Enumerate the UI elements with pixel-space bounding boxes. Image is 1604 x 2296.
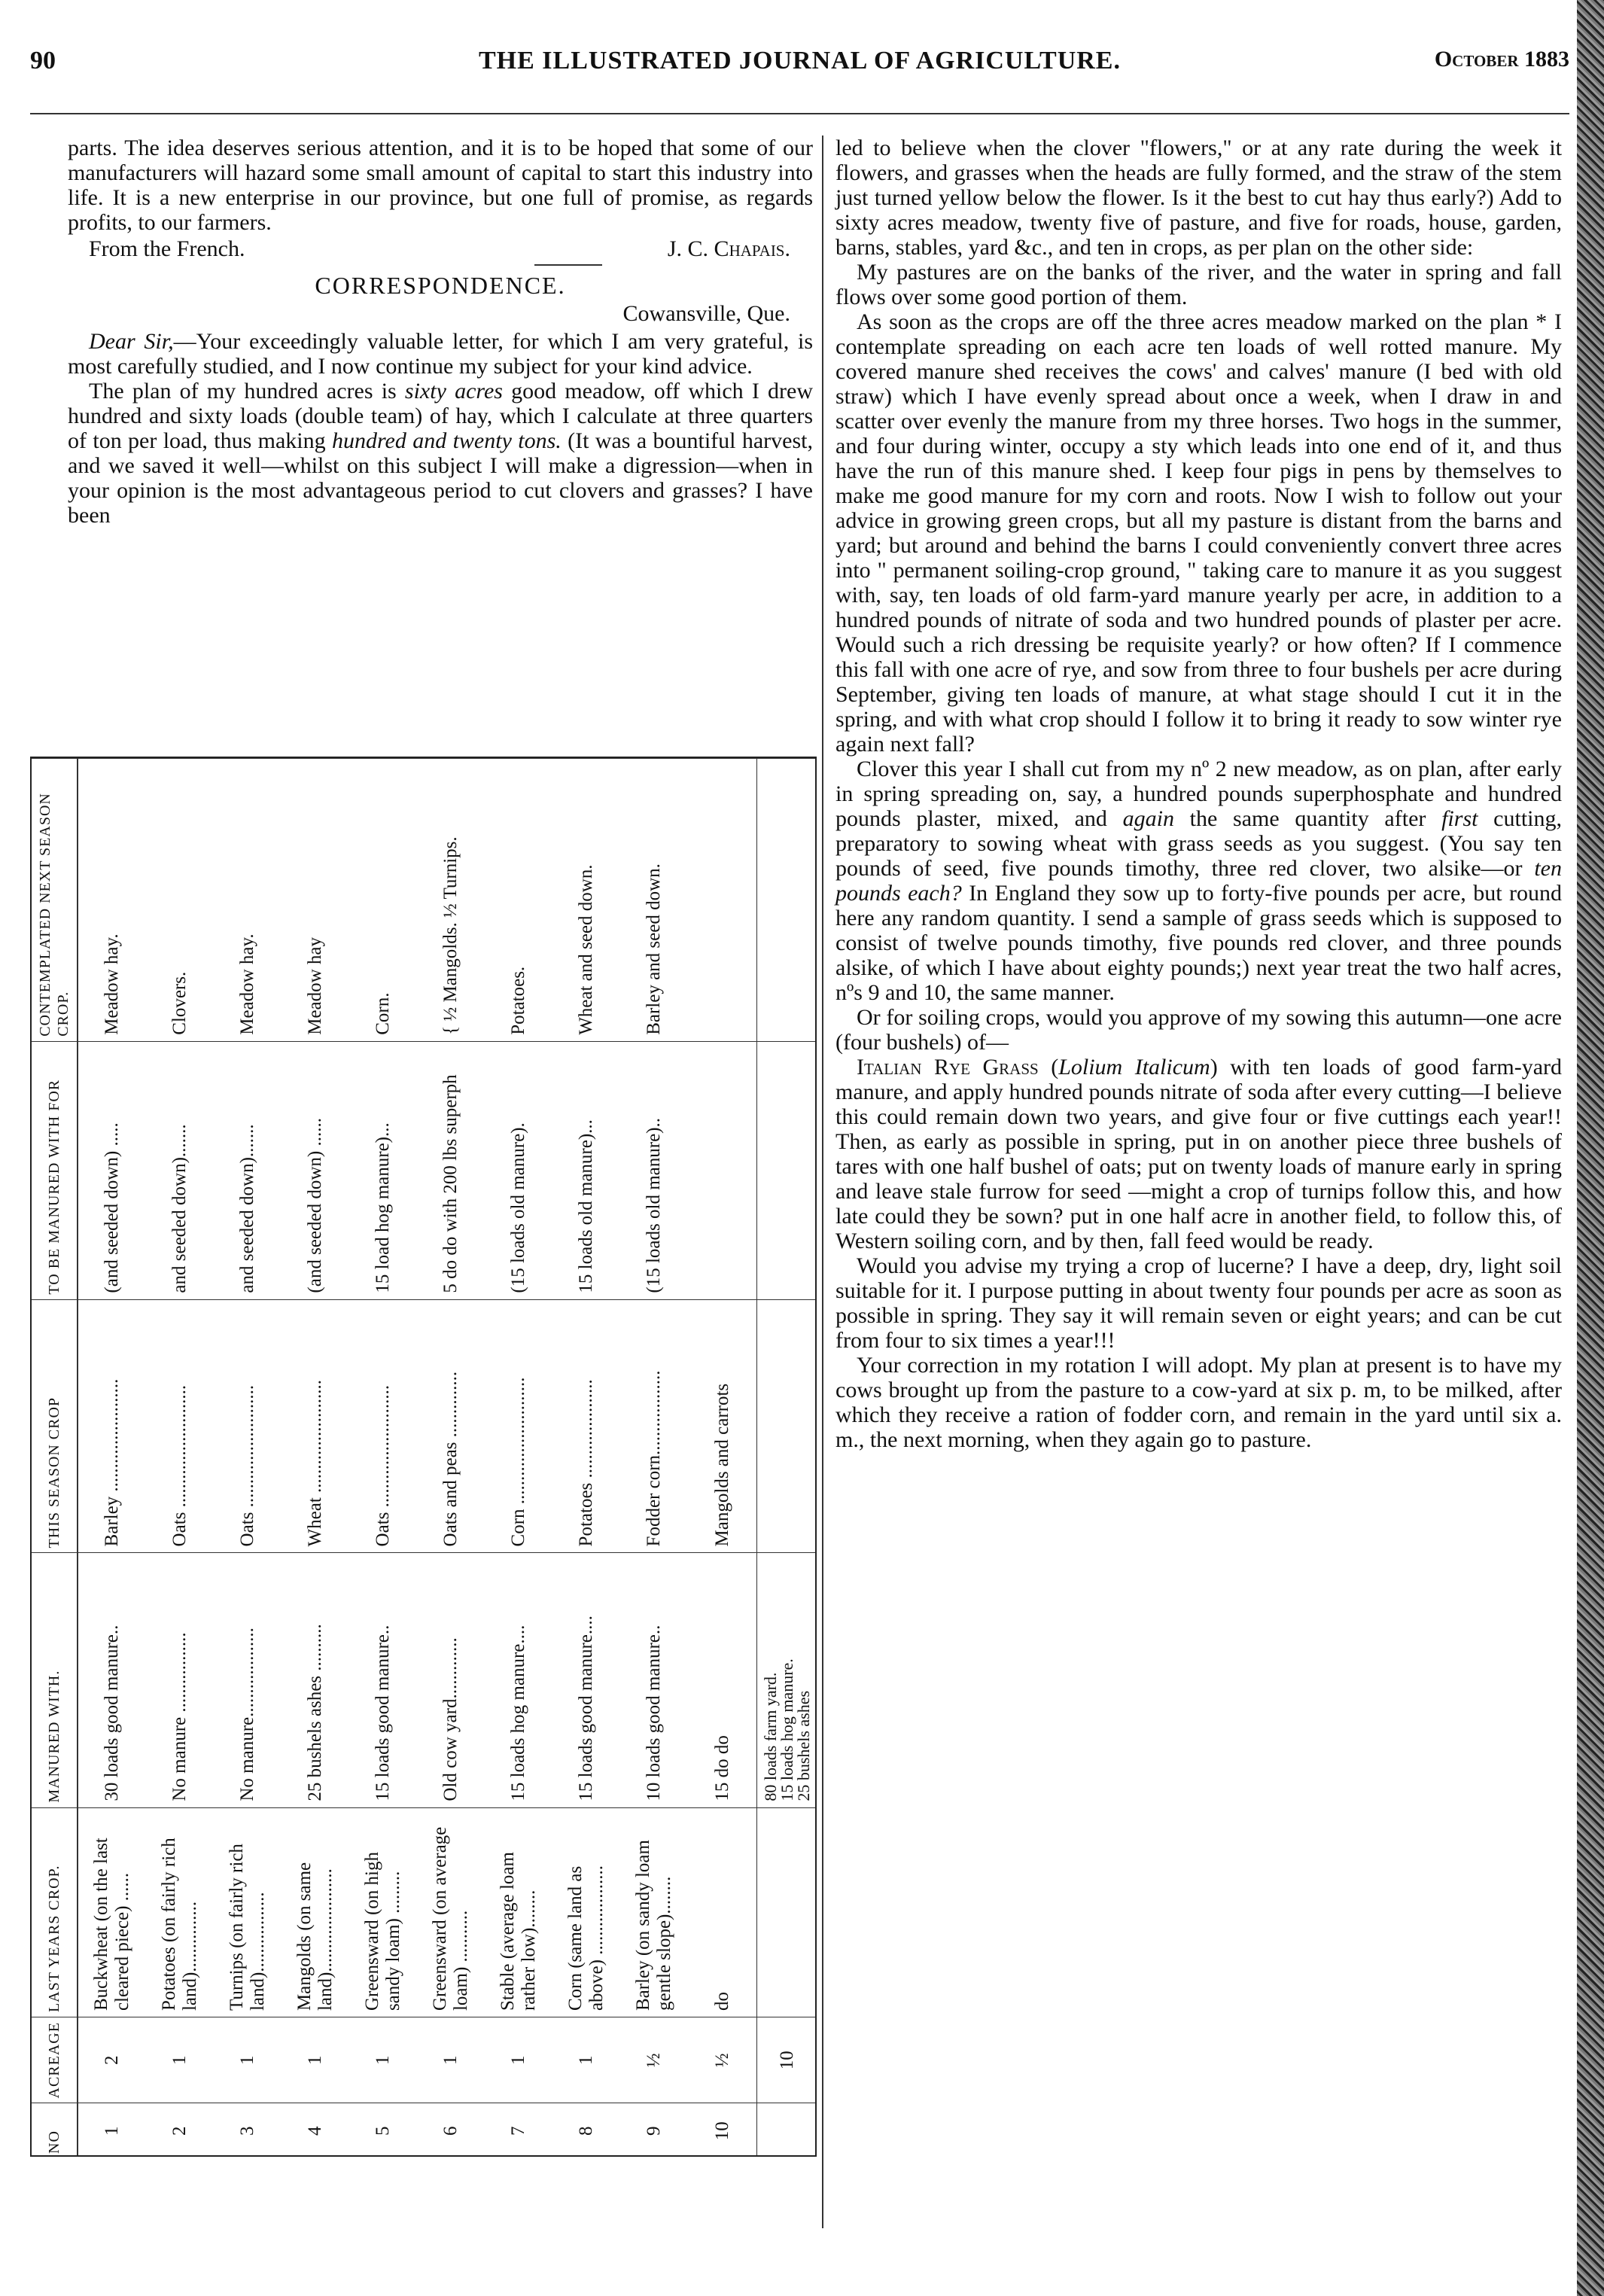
cell-this-season: Oats .......................... (349, 1299, 417, 1553)
cell-manured-with: 15 loads hog manure.... (485, 1553, 552, 1807)
table-row (214, 759, 282, 2157)
emphasis-text: again (1122, 806, 1174, 831)
cell-acreage: 1 (214, 2017, 282, 2103)
paragraph-text: —Your exceedingly valuable letter, for which I am very grateful, is most carefully studied, and I now continue my subject for your kind advice. (68, 329, 813, 379)
plant-name: Italian Rye Grass (857, 1055, 1039, 1079)
cell-next-season: Corn. (349, 759, 417, 1042)
cell-no: 7 (485, 2103, 552, 2157)
cell-next-season (689, 759, 757, 1042)
total-blank (756, 2103, 817, 2157)
paragraph-text: In England they sow up to forty-five pounds per acre, but round here any random quantity. I send a sample of grass seeds which is supposed to consist of twelve pounds timothy, five pounds red clover, and three pounds alsike, of which I have about eighty pounds;) next year treat the two half acres, nºs 9 and 10, the same manner. (835, 881, 1562, 1005)
cell-next-season: Meadow hay. (78, 759, 146, 1042)
letter-paragraph-1 (68, 329, 813, 379)
total-manure-line: 80 loads farm yard. (761, 1672, 781, 1801)
cell-this-season: Oats and peas .............. (417, 1299, 485, 1553)
col-header-this-season: THIS SEASON CROP (32, 1299, 78, 1553)
table-row (417, 759, 485, 2157)
cell-acreage: 1 (552, 2017, 620, 2103)
cell-acreage: ½ (689, 2017, 757, 2103)
cell-next-season: Barley and seed down. (620, 759, 688, 1042)
cell-this-season: Wheat ........................ (282, 1299, 349, 1553)
paragraph-text: good meadow, off which I drew hundred and sixty loads (double team) of hay, which I calculate at three quarters of ton per load, thus making (68, 379, 814, 453)
cell-last-year: Mangolds (on same land)...................... (282, 1807, 349, 2017)
cell-acreage: 1 (282, 2017, 349, 2103)
col-header-acreage: ACREAGE (32, 2017, 78, 2103)
letter-place: Cowansville, Que. (622, 301, 790, 326)
cell-no: 6 (417, 2103, 485, 2157)
total-manure-line: 15 loads hog manure. (778, 1658, 797, 1801)
table-row (282, 759, 349, 2157)
cell-next-season: Potatoes. (485, 759, 552, 1042)
total-manure (756, 1553, 817, 1807)
author-name: J. C. Chapais. (667, 236, 790, 261)
header-rule (30, 113, 1569, 114)
column-rule (822, 136, 823, 2228)
paragraph-text: the same quantity after (1173, 806, 1442, 831)
cell-to-be-manured (689, 1041, 757, 1299)
cell-to-be-manured: (and seeded down) ..... (78, 1041, 146, 1299)
col-header-no: NO (32, 2103, 78, 2157)
paragraph-text: The plan of my hundred acres is (89, 379, 405, 403)
salutation: Dear Sir, (89, 329, 174, 354)
right-column (835, 136, 1562, 1452)
cell-this-season: Fodder corn.................. (620, 1299, 688, 1553)
table-row (78, 759, 146, 2157)
cell-this-season: Corn ........................... (485, 1299, 552, 1553)
table-row (620, 759, 688, 2157)
right-paragraph-8: Your correction in my rotation I will adopt. My plan at present is to have my cows brought up from the pasture to a cow-yard at six p. m, to be milked, after which they receive a ration of fodder corn, and remain in the yard until six a. m., the next morning, when they again go to pasture. (835, 1353, 1562, 1452)
rotated-table-body (32, 758, 817, 2157)
page-header (30, 47, 1569, 92)
total-blank (756, 1807, 817, 2017)
cell-manured-with: 15 loads good manure.... (552, 1553, 620, 1807)
cell-manured-with: 10 loads good manure.. (620, 1553, 688, 1807)
cell-no: 8 (552, 2103, 620, 2157)
col-header-next-season: CONTEMPLATED NEXT SEASON CROP. (32, 759, 78, 1042)
cell-next-season: Meadow hay (282, 759, 349, 1042)
cell-last-year: Barley (on sandy loam gentle slope)........ (620, 1807, 688, 2017)
table-header-row (32, 759, 78, 2157)
cell-to-be-manured: (15 loads old manure).. (620, 1041, 688, 1299)
cell-manured-with: No manure ................. (146, 1553, 214, 1807)
table-body (78, 759, 817, 2157)
total-blank (756, 1041, 817, 1299)
emphasis-text: ten pounds each? (835, 856, 1562, 906)
right-paragraph-2: My pastures are on the banks of the river, and the water in spring and fall flows over some good portion of them. (835, 260, 1562, 309)
cell-no: 4 (282, 2103, 349, 2157)
cell-to-be-manured: and seeded down)....... (214, 1041, 282, 1299)
cell-last-year: do (689, 1807, 757, 2017)
cell-no: 10 (689, 2103, 757, 2157)
total-manure-line: 25 bushels ashes (794, 1690, 814, 1801)
cell-this-season: Barley ........................ (78, 1299, 146, 1553)
cell-no: 3 (214, 2103, 282, 2157)
cell-acreage: 1 (349, 2017, 417, 2103)
cell-this-season: Oats .......................... (146, 1299, 214, 1553)
emphasis-text: hundred and twenty tons. (331, 428, 562, 453)
cell-last-year: Greensward (on average loam) ........... (417, 1807, 485, 2017)
cell-manured-with: 15 do do (689, 1553, 757, 1807)
cell-to-be-manured: 15 load hog manure)... (349, 1041, 417, 1299)
cell-manured-with: No manure................... (214, 1553, 282, 1807)
cell-acreage: 2 (78, 2017, 146, 2103)
right-paragraph-5: Or for soiling crops, would you approve of my sowing this autumn—one acre (four bushels) of— (835, 1005, 1562, 1055)
scanned-edge-strip (1577, 0, 1604, 2296)
col-header-manured-with: MANURED WITH. (32, 1553, 78, 1807)
cell-acreage: 1 (146, 2017, 214, 2103)
journal-title: THE ILLUSTRATED JOURNAL OF AGRICULTURE. (479, 47, 1121, 75)
cell-last-year: Potatoes (on fairly rich land)............... (146, 1807, 214, 2017)
translation-note: From the French. (89, 236, 245, 261)
cell-to-be-manured: 15 loads old manure)... (552, 1041, 620, 1299)
emphasis-text: first (1441, 806, 1478, 831)
cell-last-year: Buckwheat (on the last cleared piece) ...... (78, 1807, 146, 2017)
article-signature (89, 236, 790, 261)
table-row (689, 759, 757, 2157)
paragraph-text: with ten loads of good farm-yard manure, and apply hundred pounds nitrate of soda after every cutting—I believe this could remain down two years, and give four or five cuttings each year!! Then, as early as possible in spring, put in on another piece three bushels of tares with one half bushel of oats; put on twenty loads of manure early in spring and leave stale furrow for seed —might a crop of turnips follow this, and how late could they be sown? put in one half acre in another field, to follow this, of Western soiling corn, and by then, fall feed would be ready. (835, 1055, 1563, 1253)
left-column (68, 136, 813, 528)
paragraph-text: (It was a bountiful harvest, and we saved it well—whilst on this subject I will make a digression—when in your opinion is the most advantageous period to cut clovers and grasses? I have been (68, 428, 813, 528)
cell-no: 2 (146, 2103, 214, 2157)
right-paragraph-7: Would you advise my trying a crop of lucerne? I have a deep, dry, light soil suitable for it. I purpose putting in about twenty four pounds per acre as soon as possible in spring. They say it will remain seven or eight years; and can be cut from four to six times a year!!! (835, 1253, 1562, 1353)
cell-next-season: Meadow hay. (214, 759, 282, 1042)
table-row (485, 759, 552, 2157)
table-total-row (756, 759, 817, 2157)
cell-no: 9 (620, 2103, 688, 2157)
table-row (146, 759, 214, 2157)
table-row (552, 759, 620, 2157)
letter-paragraph-2 (68, 379, 813, 528)
cell-to-be-manured: (15 loads old manure). (485, 1041, 552, 1299)
emphasis-text: sixty acres (404, 379, 503, 403)
section-title: CORRESPONDENCE. (315, 272, 566, 299)
cell-acreage: 1 (485, 2017, 552, 2103)
issue-date: October 1883 (1434, 47, 1569, 72)
cell-last-year: Stable (average loam rather low)........ (485, 1807, 552, 2017)
cell-to-be-manured: and seeded down)....... (146, 1041, 214, 1299)
cell-manured-with: 25 bushels ashes .......... (282, 1553, 349, 1807)
right-paragraph-6: Italian Rye Grass (Lolium Italicum) with ten loads of good farm-yard manure, and apply hundred pounds nitrate of soda after every cutting—I believe this could remain down two years, and give four or five cuttings each year!! Then, as early as possible in spring, put in on another piece three bushels of tares with one half bushel of oats; put on twenty loads of manure early in spring and leave stale furrow for seed —might a crop of turnips follow this, and how late could they be sown? put in one half acre in another field, to follow this, of Western soiling corn, and by then, fall feed would be ready. (835, 1055, 1563, 1253)
cell-acreage: 1 (417, 2017, 485, 2103)
paragraph-text: cutting, preparatory to sowing wheat with grass seeds as you suggest. (You say ten pounds of seed, five pounds timothy, three red clover, two alsike—or (835, 806, 1562, 881)
total-blank (756, 1299, 817, 1553)
cell-this-season: Mangolds and carrots (689, 1299, 757, 1553)
crop-table (32, 758, 817, 2157)
right-paragraph-4 (835, 757, 1562, 1005)
cell-no: 1 (78, 2103, 146, 2157)
cell-this-season: Oats .......................... (214, 1299, 282, 1553)
cell-acreage: ½ (620, 2017, 688, 2103)
cell-last-year: Greensward (on high sandy loam) ......... (349, 1807, 417, 2017)
col-header-last-year: LAST YEARS CROP. (32, 1807, 78, 2017)
cell-next-season: Clovers. (146, 759, 214, 1042)
total-blank (756, 759, 817, 1042)
right-paragraph-3: As soon as the crops are off the three acres meadow marked on the plan * I contemplate spreading on each acre ten loads of well rotted manure. My covered manure shed receives the cows' and calves' manure (I bed with old straw) which I have evenly spread about once a week, when I draw in and scatter over evenly the manure from my three horses. Two hogs in the summer, and four during winter, occupy a sty which leads into one end of it, and thus have the run of this manure shed. I keep four pigs in pens by themselves to make me good manure for my corn and roots. Now I wish to follow out your advice in growing green crops, but all my pasture is distant from the barns and yard; but around and behind the barns I could conveniently convert three acres into " permanent soiling-crop ground, " taking care to manure it as you suggest with, say, ten loads of old farm-yard manure yearly per acre, in addition to a hundred pounds of nitrate of soda and two hundred pounds of plaster per acre. Would such a rich dressing be requisite yearly? or how often? If I commence this fall with one acre of rye, and sow from three to four bushels per acre during September, giving ten loads of manure, at what stage should I cut it in the spring, and with what crop should I follow it to bring it ready to sow winter rye again next fall? (835, 309, 1562, 757)
crop-rotation-table (30, 757, 817, 2157)
cell-manured-with: 30 loads good manure.. (78, 1553, 146, 1807)
cell-next-season: { ½ Mangolds. ½ Turnips. (417, 759, 485, 1042)
cell-to-be-manured: 5 do do with 200 lbs superph (417, 1041, 485, 1299)
col-header-to-be-manured: TO BE MANURED WITH FOR (32, 1041, 78, 1299)
intro-paragraph: parts. The idea deserves serious attention, and it is to be hoped that some of our manufacturers will hazard some small amount of capital to start this industry into life. It is a new enterprise in our province, but one full of promise, as regards profits, to our farmers. (68, 136, 813, 235)
section-divider (534, 264, 602, 266)
cell-this-season: Potatoes ..................... (552, 1299, 620, 1553)
right-paragraph-1: led to believe when the clover "flowers," or at any rate during the week it flowers, and grasses when the heads are fully formed, and the straw of the stem just turned yellow below the flower. Is it the best to cut hay thus early?) Add to sixty acres meadow, twenty five of pasture, and five for roads, house, garden, barns, stables, yard &c., and ten in crops, as per plan on the other side: (835, 136, 1562, 260)
paragraph-text: Clover this year I shall cut from my nº 2 new meadow, as on plan, after early in spring spreading on, say, a hundred pounds superphosphate and hundred pounds plaster, mixed, and (835, 757, 1562, 831)
cell-last-year: Corn (same land as above) ................... (552, 1807, 620, 2017)
cell-to-be-manured: (and seeded down) ...... (282, 1041, 349, 1299)
page-number: 90 (30, 47, 56, 75)
total-acreage: 10 (756, 2017, 817, 2103)
table-row (349, 759, 417, 2157)
cell-manured-with: 15 loads good manure.. (349, 1553, 417, 1807)
cell-no: 5 (349, 2103, 417, 2157)
latin-name: Lolium Italicum (1058, 1055, 1210, 1079)
cell-next-season: Wheat and seed down. (552, 759, 620, 1042)
cell-last-year: Turnips (on fairly rich land)................. (214, 1807, 282, 2017)
cell-manured-with: Old cow yard............. (417, 1553, 485, 1807)
